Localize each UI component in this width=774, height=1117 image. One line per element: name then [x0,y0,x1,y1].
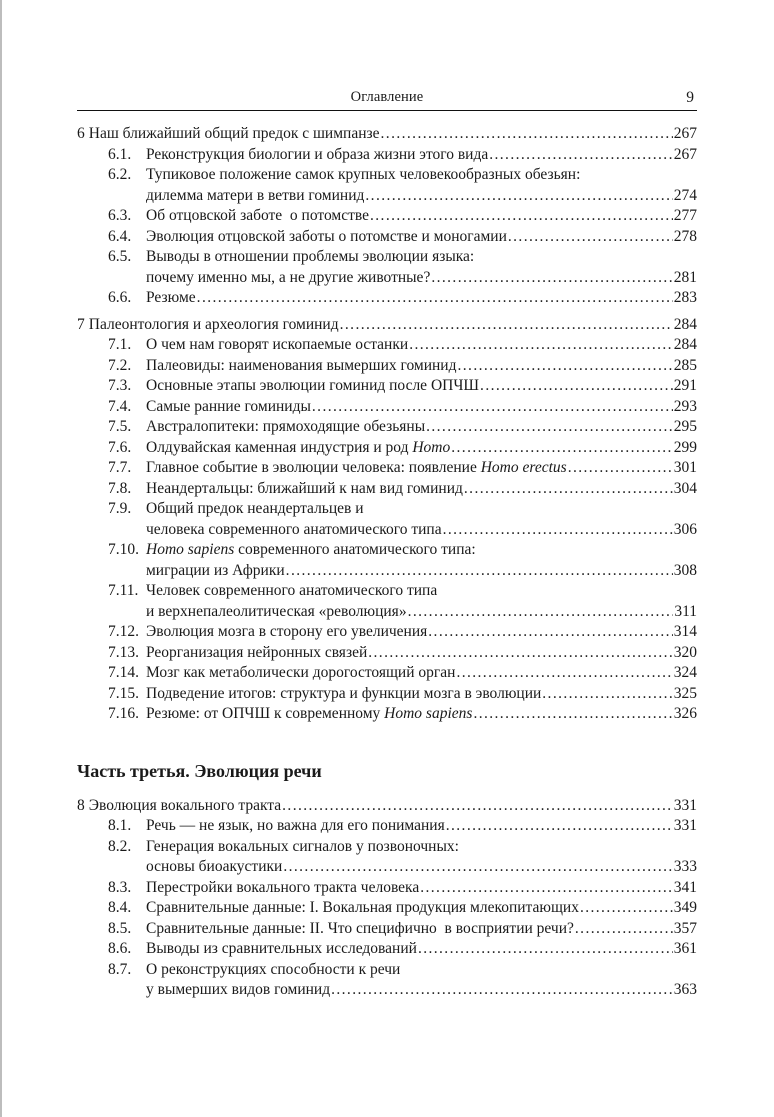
leader-dots [409,335,673,356]
page-ref: 311 [674,602,697,620]
chapter-title: Наш ближайший общий предок с шимпанзе [88,125,380,142]
toc-section-8-7[interactable] [77,960,697,1001]
section-title: Речь — не язык, но важна для его понимания [146,817,445,834]
toc-section-8-5[interactable] [77,919,697,940]
leader-dots [443,520,673,541]
section-number: 7.7. [108,459,132,476]
section-number: 8.1. [108,817,132,834]
toc-chapter-8[interactable] [77,796,697,817]
section-title: Палеовиды: наименования вымерших гоминид [146,356,457,374]
section-number: 7.6. [108,438,132,456]
section-number: 7.10. [108,541,139,558]
toc-section-7-15[interactable] [77,684,697,705]
toc-section-8-4[interactable] [77,898,697,919]
section-title: О реконструкциях способности к речи [146,960,401,978]
toc-section-8-3[interactable] [77,878,697,899]
part-heading: Часть третья. Эволюция речи [77,760,322,781]
leader-dots [365,186,672,207]
section-title: Резюме [146,289,196,306]
section-title: Неандертальцы: ближайший к нам вид гоминид [146,479,463,497]
page-ref: 267 [673,145,697,163]
leader-dots [580,898,673,919]
toc-section-7-5[interactable] [77,417,697,438]
section-title-cont: миграции из Африки [146,561,285,579]
section-number: 6.2. [108,166,132,183]
toc-section-6-1[interactable] [77,145,697,166]
chapter-title: Палеонтология и археология гоминид [88,315,339,333]
chapter-number: 7 [77,315,85,333]
section-title: Выводы в отношении проблемы эволюции языка: [146,248,475,265]
toc-section-6-4[interactable] [77,227,697,248]
section-title: Австралопитеки: прямоходящие обезьяны [146,418,426,435]
section-title: Мозг как метаболически дорогостоящий орган [146,664,456,681]
section-title-cont: дилемма матери в ветви гоминид [146,186,365,204]
section-number: 8.3. [108,878,132,896]
section-title: Сравнительные данные: II. Что специфично в восприятии речи? [146,919,574,937]
page-left-edge [0,0,2,1117]
leader-dots [340,315,673,336]
toc-section-8-1[interactable] [77,816,697,837]
page-ref: 283 [673,289,697,306]
page-ref: 306 [673,520,697,538]
section-title: О чем нам говорят ископаемые останки [146,336,409,353]
leader-dots [286,561,673,582]
page-ref: 363 [673,981,697,998]
section-number: 6.3. [108,207,132,224]
section-title: Эволюция мозга в сторону его увеличения [146,623,428,640]
page-number: 9 [686,89,694,106]
section-number: 7.14. [108,664,139,681]
leader-dots [370,206,673,227]
page-ref: 326 [673,705,697,722]
running-head [77,88,697,111]
page-ref: 284 [673,315,697,333]
page-ref: 324 [673,664,697,681]
toc-chapter-7[interactable] [77,315,697,336]
section-number: 7.4. [108,397,132,415]
leader-dots [381,124,673,145]
section-number: 7.8. [108,479,132,497]
page-ref: 361 [673,940,697,957]
toc-section-8-6[interactable] [77,939,697,960]
section-title-cont: основы биоакустики [146,858,283,875]
leader-dots [508,227,673,248]
leader-dots [282,796,673,817]
page-ref: 308 [673,561,697,579]
section-title: Тупиковое положение самок крупных человекообразных обезьян: [146,166,581,183]
page-ref: 285 [673,356,697,374]
section-number: 8.7. [108,960,132,978]
leader-dots [575,919,673,940]
chapter-number: 6 [77,125,85,142]
section-title-cont: и верхнепалеолитическая «революция» [146,602,407,620]
leader-dots [568,458,673,479]
page-ref: 349 [673,899,697,916]
leader-dots [431,268,672,289]
section-title: Реконструкция биологии и образа жизни этого вида [146,145,489,163]
page-ref: 314 [673,623,697,640]
toc-section-7-12[interactable] [77,622,697,643]
toc-section-7-8[interactable] [77,479,697,500]
chapter-number: 8 [77,796,85,814]
page-ref: 295 [673,418,697,435]
page-ref: 304 [673,479,697,497]
page-ref: 331 [673,796,697,814]
leader-dots [473,704,672,725]
page-ref: 320 [673,643,697,661]
page-ref: 331 [673,817,697,834]
section-number: 6.4. [108,227,132,245]
section-number: 7.1. [108,336,132,353]
leader-dots [456,663,672,684]
leader-dots [480,376,673,397]
section-title: Генерация вокальных сигналов у позвоночных: [146,837,459,855]
section-number: 6.5. [108,248,132,265]
toc-section-6-2[interactable] [77,165,697,206]
leader-dots [283,857,672,878]
section-number: 8.6. [108,940,132,957]
page-ref: 301 [673,459,697,476]
section-title: Подведение итогов: структура и функции мозга в эволюции [146,684,542,702]
section-title: Сравнительные данные: I. Вокальная продукция млекопитающих [146,899,579,916]
species-name-italic: Homo [412,438,451,456]
leader-dots [464,479,673,500]
section-title: Homo sapiens современного анатомического типа: [146,541,476,558]
section-title: Основные этапы эволюции гоминид после ОПЧШ [146,377,480,394]
leader-dots [418,939,673,960]
section-number: 8.5. [108,919,132,937]
toc-section-7-14[interactable] [77,663,697,684]
page-ref: 291 [673,377,697,394]
section-title-cont: человека современного анатомического типа [146,520,442,538]
page-ref: 278 [673,227,697,245]
page-ref: 341 [673,878,697,896]
page-ref: 333 [673,858,697,875]
section-number: 6.6. [108,289,132,306]
section-title: Об отцовской заботе о потомстве [146,207,369,224]
page-ref: 357 [673,919,697,937]
section-number: 7.2. [108,356,132,374]
section-title: Перестройки вокального тракта человека [146,878,420,896]
species-name-italic: Homo sapiens [384,705,473,722]
section-number: 7.3. [108,377,132,394]
section-number: 7.9. [108,500,132,517]
section-title: Реорганизация нейронных связей [146,643,368,661]
leader-dots [451,438,673,459]
toc-section-7-6[interactable] [77,438,697,459]
species-name-italic: Homo sapiens [146,541,235,558]
leader-dots [368,643,673,664]
section-number: 7.16. [108,705,139,722]
page-ref: 325 [673,684,697,702]
leader-dots [542,684,672,705]
page-ref: 284 [673,336,697,353]
section-title: Человек современного анатомического типа [146,582,438,599]
leader-dots [331,980,673,1001]
section-number: 8.4. [108,899,132,916]
section-number: 8.2. [108,837,132,855]
toc-section-7-3[interactable] [77,376,697,397]
leader-dots [197,288,673,309]
section-title-cont: у вымерших видов гоминид [146,981,331,998]
toc-section-7-7[interactable] [77,458,697,479]
toc-section-8-2[interactable] [77,837,697,878]
section-title-cont: почему именно мы, а не другие животные? [146,268,431,286]
section-title: Общий предок неандертальцев и [146,500,364,517]
leader-dots [408,602,674,623]
page-ref: 299 [673,438,697,456]
toc-section-6-5[interactable] [77,247,697,288]
section-number: 7.15. [108,684,139,702]
section-number: 7.12. [108,623,139,640]
running-head-title: Оглавление [350,89,424,105]
page-ref: 277 [673,207,697,224]
table-of-contents [77,124,697,1001]
section-number: 7.5. [108,418,132,435]
chapter-title: Эволюция вокального тракта [88,796,282,814]
leader-dots [420,878,673,899]
page-ref: 293 [673,397,697,415]
toc-section-7-2[interactable] [77,356,697,377]
section-number: 6.1. [108,145,132,163]
section-title: Главное событие в эволюции человека: появление Homo erectus [146,459,567,476]
section-title: Резюме: от ОПЧШ к современному Homo sapiens [146,705,473,722]
leader-dots [426,417,673,438]
toc-section-7-9[interactable] [77,499,697,540]
leader-dots [458,356,673,377]
toc-section-7-1[interactable] [77,335,697,356]
section-title: Олдувайская каменная индустрия и род Homo [146,438,451,456]
section-title: Выводы из сравнительных исследований [146,940,417,957]
toc-section-6-3[interactable] [77,206,697,227]
toc-section-7-13[interactable] [77,643,697,664]
section-number: 7.11. [108,582,139,599]
toc-section-6-6[interactable] [77,288,697,309]
toc-section-7-16[interactable] [77,704,697,725]
section-number: 7.13. [108,643,139,661]
page-ref: 274 [673,186,697,204]
toc-section-7-4[interactable] [77,397,697,418]
toc-section-7-11[interactable] [77,581,697,622]
page-ref: 281 [673,268,697,286]
page-ref: 267 [673,125,697,142]
leader-dots [446,816,673,837]
toc-chapter-6[interactable] [77,124,697,145]
leader-dots [489,145,673,166]
section-title: Эволюция отцовской заботы о потомстве и моногамии [146,227,507,245]
leader-dots [312,397,673,418]
species-name-italic: Homo erectus [480,459,567,476]
section-title: Самые ранние гоминиды [146,397,311,415]
toc-section-7-10[interactable] [77,540,697,581]
leader-dots [428,622,672,643]
